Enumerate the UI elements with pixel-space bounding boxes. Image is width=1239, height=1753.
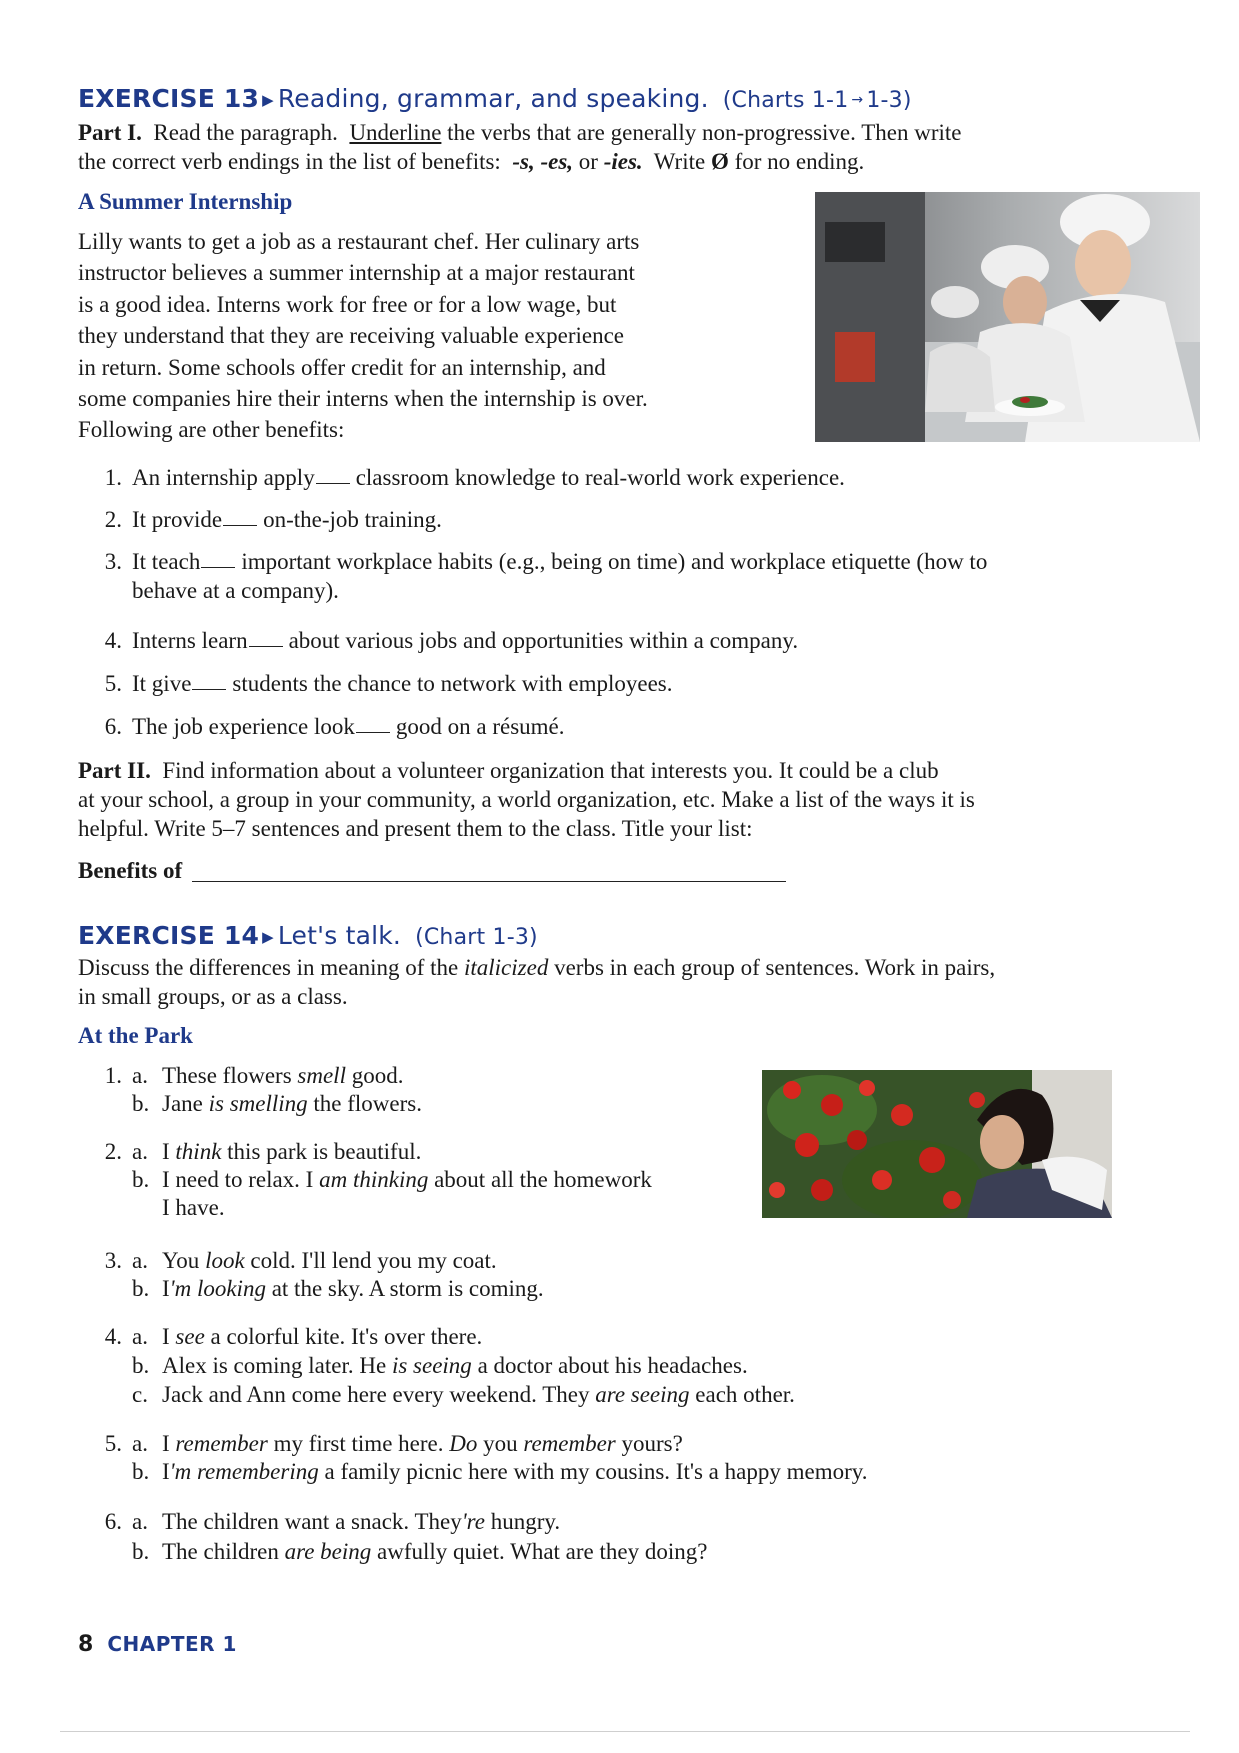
answer-blank[interactable]: [249, 645, 283, 647]
part-2-instructions: Part II. Find information about a volunteer organization that interests you. It could be a club at your school, a group in your community, a world organization, etc. Make a list of the ways it is helpful. Write 5–7 sentences and present them to the class. Title your list:: [78, 758, 975, 841]
chefs-photo: [815, 192, 1200, 442]
italic-verb: look: [205, 1248, 245, 1273]
exercise-13-charts: (Charts 1-1 → 1-3): [722, 88, 912, 113]
italic-verb: see: [175, 1324, 205, 1349]
exercise-13-label: EXERCISE 13: [78, 84, 260, 113]
italic-verb: am thinking: [319, 1167, 429, 1192]
zero-symbol: Ø: [710, 149, 729, 174]
exercise-13-heading: [78, 84, 912, 113]
reading-title: A Summer Internship: [78, 189, 293, 214]
italic-verb: is smelling: [208, 1091, 308, 1116]
italic-verb: are seeing: [595, 1382, 690, 1407]
italic-verb: smell: [297, 1063, 346, 1088]
benefits-of-label: Benefits of: [78, 858, 183, 883]
exercise-14-label: EXERCISE 14: [78, 921, 260, 950]
exercise-14-intro: Discuss the differences in meaning of the italicized verbs in each group of sentences. Work in pairs, in small groups, or as a class.: [78, 955, 996, 1009]
italic-verb: think: [175, 1139, 222, 1164]
arrow-right-icon: →: [851, 92, 864, 108]
italic-verb: 're: [461, 1509, 485, 1534]
italic-verb: Do: [449, 1431, 478, 1456]
triangle-right-icon: ▶: [262, 928, 274, 946]
italic-verb: remember: [175, 1431, 268, 1456]
exercise-14-charts: (Chart 1-3): [415, 925, 538, 950]
triangle-right-icon: ▶: [262, 91, 274, 109]
underline-word: Underline: [349, 120, 442, 145]
answer-blank[interactable]: [192, 688, 226, 690]
part-2-label: Part II.: [78, 758, 151, 783]
woman-smelling-roses-photo: [762, 1070, 1112, 1218]
italic-verb: 'm looking: [169, 1276, 266, 1301]
reading-paragraph: Lilly wants to get a job as a restaurant chef. Her culinary arts instructor believes a summer internship at a major restaurant is a good idea. Interns work for free or for a low wage, but they understand that they are receiving valuable experience in return. Some schools offer credit for an internship, and some companies hire their interns when the internship is over. Following are other benefits:: [78, 229, 648, 443]
page-number: 8: [78, 1632, 94, 1657]
part-1-instructions: Part I. Read the paragraph. Underline the verbs that are generally non-progressive. Then write the correct verb endings in the list of benefits: -s, -es, or -ies. Write Ø for no ending.: [78, 120, 962, 174]
at-the-park-title: At the Park: [78, 1023, 193, 1048]
italic-verb: remember: [523, 1431, 616, 1456]
textbook-page: EXERCISE 13 ▶ Reading, grammar, and speaking. (Charts 1-1 → 1-3) Part I. Read the paragraph. Underline the verbs that are generally non-progressive. Then write the correct verb endings in the list of benefits: -s, -es, or -ies. Write Ø for no ending. A Summer Internship Lilly wants to get a job as a restaurant chef. Her culinary arts instructor believes a summer internship at a major restaurant is a good idea. Interns work for free or for a low wage, but they understand that they are receiving valuable experience in return. Some schools offer credit for an internship, and some companies hire their interns when the internship is over. Following are other benefits: 1. An internship apply classroom knowledge to real-world work experience. 2. It provide on-the-job training. 3. It teach important workplace habits (e.g., being on time) and workplace etiquette (how to behave at a company). 4. Interns learn about various jobs and opportunities within a company. 5. It give students the chance to network with employees. 6. The job experience look good on a résumé. Part II. Find information about a volunteer organization that interests you. It could be a club at your school, a group in your community, a world organization, etc. Make a list of the ways it is helpful. Write 5–7 sentences and present them to the class. Title your list: Benefits of EXERCISE 14 ▶ Let's talk. (Chart 1-3) Discuss the differences in meaning of the italicized verbs in each group of sentences. Work in pairs, in small groups, or as a class. At the Park 1. a. These flowers smell good. b. Jane is smelling the flowers. 2. a. I think this park is beautiful. b. I need to relax. I am thinking about all the homework I have. 3. a. You look cold. I'll lend you my coat. b. I'm looking at the sky. A storm is coming. 4. a. I see a colorful kite. It's over there. b. Alex is coming later. He is seeing a doctor about his headaches. c. Jack and Ann come here every weekend. They are seeing each other. 5. a. I remember my first time here. Do you remember yours? b. I'm remembering a family picnic here with my cousins. It's a happy memory. 6. a. The children want a snack. They're hungry. b. The children are being awfully quiet. What are they doing? 8 CHAPTER 1: [0, 0, 1239, 1753]
answer-blank[interactable]: [223, 524, 257, 526]
answer-blank[interactable]: [356, 731, 390, 733]
answer-blank[interactable]: [201, 566, 235, 568]
part-1-label: Part I.: [78, 120, 142, 145]
exercise-14-heading: [78, 921, 538, 950]
exercise-13-title: Reading, grammar, and speaking.: [277, 84, 709, 113]
benefits-of-line: [78, 856, 1178, 885]
bottom-rule: [60, 1731, 1190, 1732]
chapter-label: CHAPTER 1: [107, 1632, 237, 1656]
page-footer: [78, 1632, 237, 1657]
italic-verb: are being: [284, 1539, 372, 1564]
italic-verb: 'm remembering: [169, 1459, 319, 1484]
italic-verb: is seeing: [391, 1353, 472, 1378]
title-answer-line[interactable]: [192, 880, 786, 882]
exercise-14-title: Let's talk.: [277, 921, 402, 950]
answer-blank[interactable]: [316, 482, 350, 484]
